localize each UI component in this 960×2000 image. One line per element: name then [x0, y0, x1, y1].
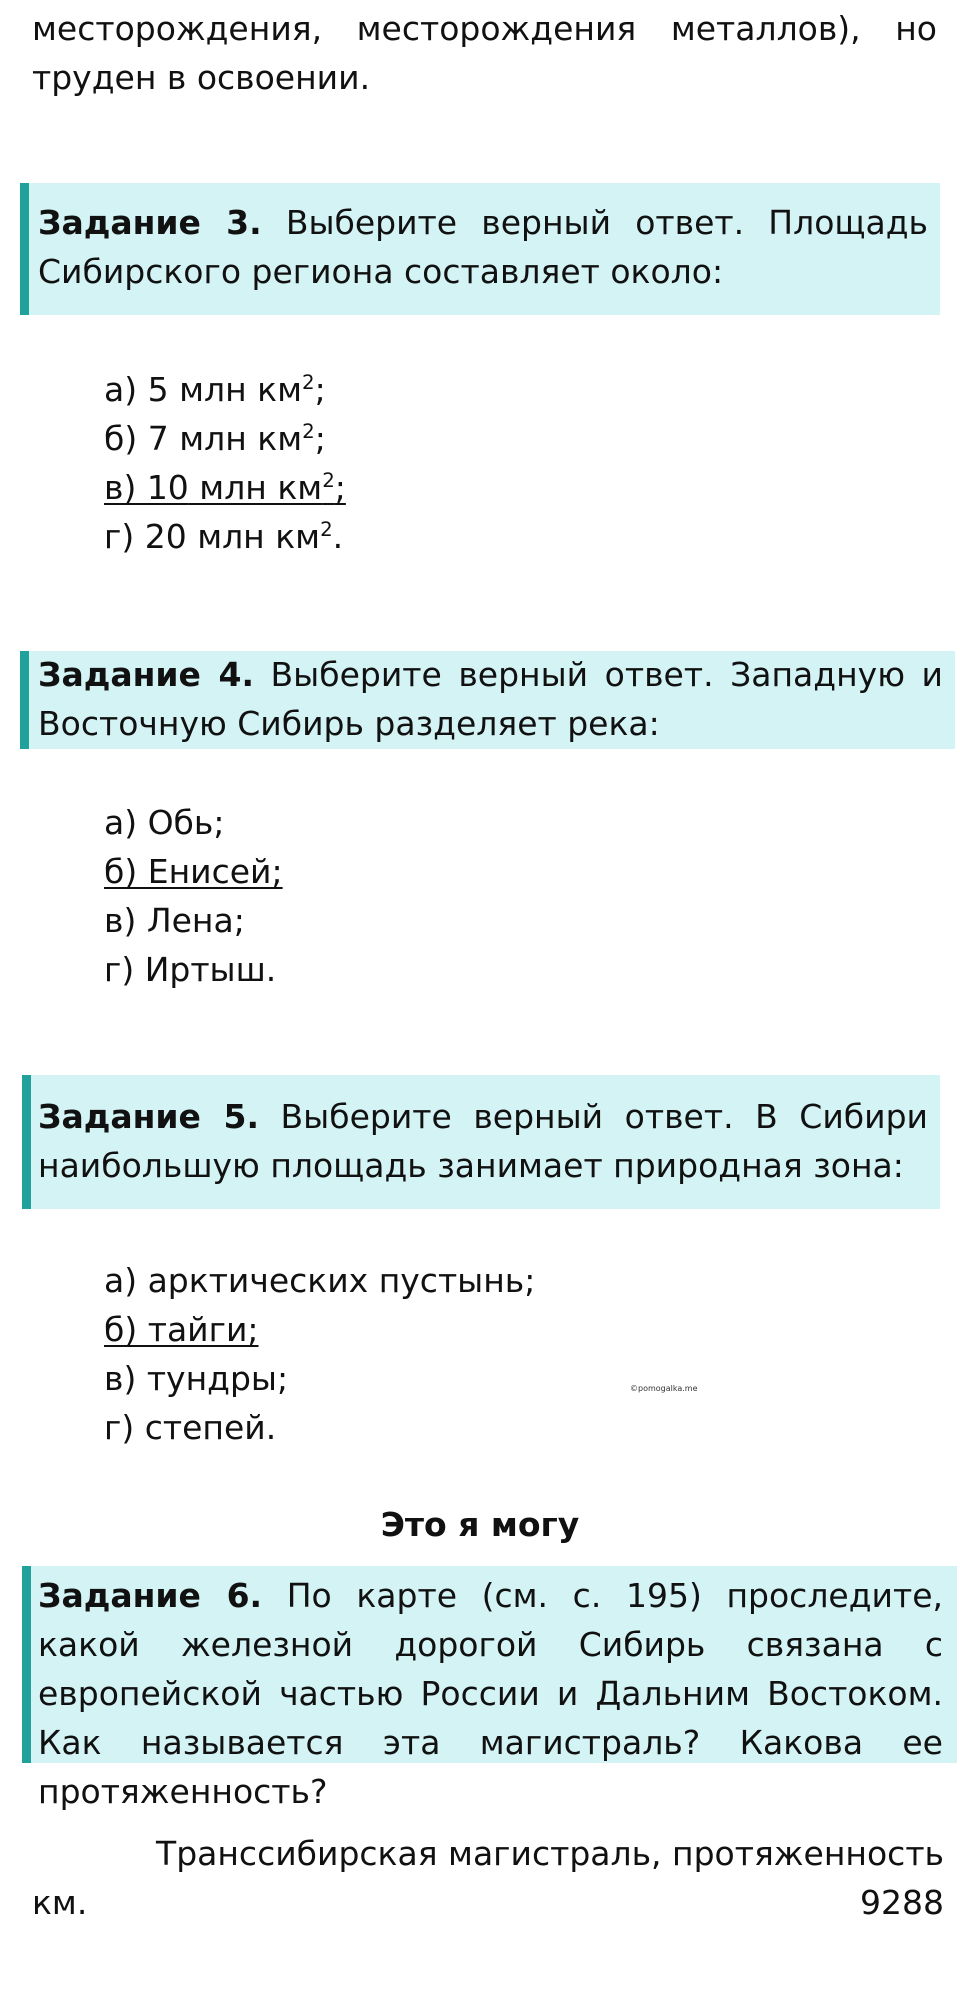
- watermark: ©pomogalka.me: [630, 1384, 698, 1393]
- task-3-answer-b: б) 7 млн $км^2$;: [104, 419, 326, 458]
- task-6-answer-line-1: Транссибирская магистраль, протяженность 9288: [156, 1834, 944, 1922]
- task-5-answer-a: а) арктических пустынь;: [104, 1261, 536, 1300]
- task-4-answers: [104, 798, 283, 994]
- task-5-answers: [104, 1256, 535, 1452]
- task-4-answer-b-correct: б) Енисей;: [104, 852, 283, 891]
- task-6-question: [38, 1571, 943, 1816]
- task-4-question: [38, 650, 943, 748]
- task-3-answers: [104, 365, 346, 561]
- task-4-text: Выберите верный ответ. Западную и Восточную Сибирь разделяет река:: [38, 655, 943, 743]
- task-3-answer-c-correct: в) 10 млн $км^2$;: [104, 468, 346, 507]
- task-6-label: Задание 6.: [38, 1576, 263, 1615]
- task-5-question: [38, 1092, 928, 1190]
- task-6-text: По карте (см. с. 195) проследите, какой железной дорогой Сибирь связана с европейской частью России и Дальним Востоком. Как называется эта магистраль? Какова ее протяженность?: [38, 1576, 943, 1811]
- task-4-answer-a: а) Обь;: [104, 803, 225, 842]
- task-5-answer-b-correct: б) тайги;: [104, 1310, 259, 1349]
- task-3-label: Задание 3.: [38, 203, 262, 242]
- task-4-answer-c: в) Лена;: [104, 901, 245, 940]
- intro-line-2: труден в освоении.: [32, 58, 371, 97]
- task-3-answer-d: г) 20 млн $км^2$.: [104, 517, 344, 556]
- section-title: Это я могу: [380, 1505, 580, 1544]
- task-5-label: Задание 5.: [38, 1097, 259, 1136]
- task-6-answer-line-2: км.: [32, 1883, 88, 1922]
- task-5-answer-d: г) степей.: [104, 1408, 277, 1447]
- task-5-text: Выберите верный ответ. В Сибири наибольшую площадь занимает природная зона:: [38, 1097, 928, 1185]
- task-5-answer-c: в) тундры;: [104, 1359, 289, 1398]
- intro-line-1: месторождения, месторождения металлов), но: [32, 9, 937, 48]
- task-3-question: [38, 198, 928, 296]
- task-4-label: Задание 4.: [38, 655, 254, 694]
- task-3-answer-a: а) 5 млн $км^2$;: [104, 370, 326, 409]
- task-3-text: Выберите верный ответ. Площадь Сибирского региона составляет около:: [38, 203, 928, 291]
- task-4-answer-d: г) Иртыш.: [104, 950, 277, 989]
